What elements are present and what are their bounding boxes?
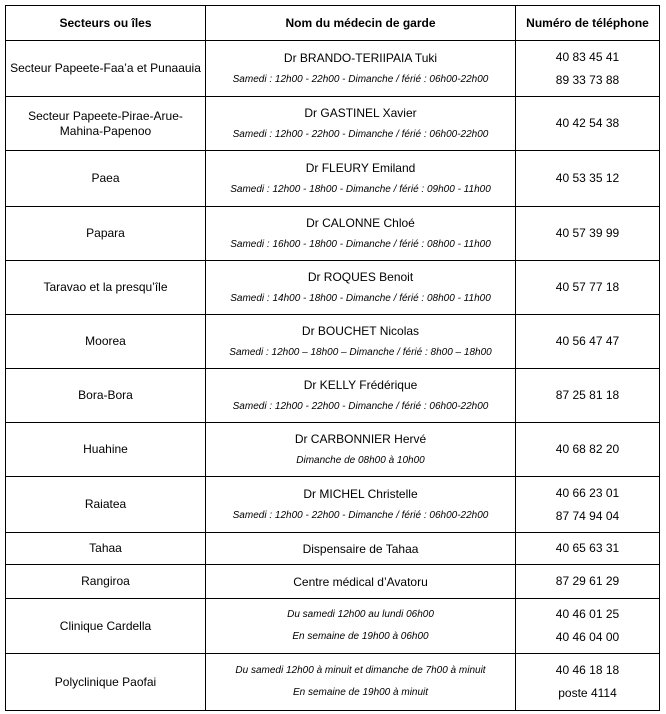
phone-number: 40 57 39 99 xyxy=(555,226,620,240)
table-header-row xyxy=(6,6,660,41)
on-call-hours: Dimanche de 08h00 à 10h00 xyxy=(296,454,425,466)
phone-number: 87 25 81 18 xyxy=(555,388,620,402)
sector-cell: Secteur Papeete-Faa’a et Punaauia xyxy=(6,41,206,97)
doctor-cell xyxy=(206,654,516,711)
doctor-cell xyxy=(206,477,516,533)
doctor-name: Dr ROQUES Benoit xyxy=(307,269,414,284)
doctor-cell xyxy=(206,315,516,369)
on-call-hours: Du samedi 12h00 au lundi 06h00 xyxy=(287,609,434,620)
sector-cell: Secteur Papeete-Pirae-Arue-Mahina-Papenoo xyxy=(6,97,206,151)
table-row xyxy=(6,261,660,315)
doctor-cell xyxy=(206,423,516,477)
on-call-hours: Samedi : 12h00 - 22h00 - Dimanche / férié : 06h00-22h00 xyxy=(232,400,489,412)
phone-number: 40 56 47 47 xyxy=(555,334,620,348)
table-row xyxy=(6,599,660,654)
table-row xyxy=(6,41,660,97)
phone-cell xyxy=(516,654,660,711)
doctor-cell xyxy=(206,599,516,654)
doctor-name: Dispensaire de Tahaa xyxy=(302,541,419,556)
table-row xyxy=(6,207,660,261)
on-call-doctors-table xyxy=(5,5,660,711)
on-call-hours: Samedi : 12h00 - 22h00 - Dimanche / férié : 06h00-22h00 xyxy=(232,128,489,140)
phone-number: 87 74 94 04 xyxy=(555,508,620,523)
doctor-name: Dr CALONNE Chloé xyxy=(306,215,415,230)
sector-cell: Papara xyxy=(6,207,206,261)
sector-cell: Moorea xyxy=(6,315,206,369)
phone-number: poste 4114 xyxy=(558,686,617,700)
table-body xyxy=(6,41,660,711)
doctor-name: Centre médical d’Avatoru xyxy=(293,574,428,589)
header-doctor: Nom du médecin de garde xyxy=(206,6,516,41)
phone-cell xyxy=(516,261,660,315)
phone-cell xyxy=(516,41,660,97)
doctor-name: Dr FLEURY Emiland xyxy=(305,160,416,175)
phone-number: 40 46 18 18 xyxy=(555,663,620,677)
on-call-hours: Samedi : 12h00 - 22h00 - Dimanche / férié : 06h00-22h00 xyxy=(232,73,489,85)
on-call-hours: En semaine de 19h00 à 06h00 xyxy=(292,631,429,642)
phone-cell xyxy=(516,565,660,599)
on-call-hours: Du samedi 12h00 à minuit et dimanche de 7h00 à minuit xyxy=(235,665,486,676)
on-call-hours: Samedi : 12h00 - 22h00 - Dimanche / férié : 06h00-22h00 xyxy=(232,509,489,521)
doctor-cell xyxy=(206,41,516,97)
doctor-name: Dr BRANDO-TERIIPAIA Tuki xyxy=(283,50,438,65)
table-row xyxy=(6,369,660,423)
sector-cell: Huahine xyxy=(6,423,206,477)
doctor-cell xyxy=(206,565,516,599)
phone-number: 40 68 82 20 xyxy=(555,442,620,456)
phone-cell xyxy=(516,369,660,423)
phone-cell xyxy=(516,207,660,261)
phone-cell xyxy=(516,477,660,533)
on-call-hours: Samedi : 16h00 - 18h00 - Dimanche / férié : 08h00 - 11h00 xyxy=(230,238,491,250)
doctor-name: Dr KELLY Frédérique xyxy=(303,377,418,392)
sector-cell: Raiatea xyxy=(6,477,206,533)
phone-number: 40 42 54 38 xyxy=(555,116,620,130)
table-row xyxy=(6,654,660,711)
doctor-name: Dr BOUCHET Nicolas xyxy=(301,323,420,338)
table-row xyxy=(6,477,660,533)
table-row xyxy=(6,423,660,477)
doctor-name: Dr MICHEL Christelle xyxy=(303,486,418,501)
sector-cell: Clinique Cardella xyxy=(6,599,206,654)
table-row xyxy=(6,151,660,207)
table-row xyxy=(6,315,660,369)
phone-number: 40 46 04 00 xyxy=(555,630,620,644)
on-call-hours: Samedi : 12h00 – 18h00 – Dimanche / férié : 8h00 – 18h00 xyxy=(229,346,492,358)
sector-cell: Tahaa xyxy=(6,533,206,565)
sector-cell: Rangiroa xyxy=(6,565,206,599)
table-row xyxy=(6,97,660,151)
sector-cell: Bora-Bora xyxy=(6,369,206,423)
header-phone: Numéro de téléphone xyxy=(516,6,660,41)
doctor-cell xyxy=(206,151,516,207)
phone-number: 40 65 63 31 xyxy=(555,541,620,555)
on-call-hours: Samedi : 14h00 - 18h00 - Dimanche / férié : 08h00 - 11h00 xyxy=(230,292,491,304)
phone-number: 40 83 45 41 xyxy=(555,49,620,64)
doctor-cell xyxy=(206,97,516,151)
doctor-name: Dr GASTINEL Xavier xyxy=(304,105,417,120)
phone-cell xyxy=(516,151,660,207)
phone-number: 89 33 73 88 xyxy=(555,72,620,87)
table-row xyxy=(6,565,660,599)
phone-cell xyxy=(516,423,660,477)
phone-number: 40 53 35 12 xyxy=(555,171,620,185)
on-call-hours: En semaine de 19h00 à minuit xyxy=(292,687,429,698)
page-mark xyxy=(497,705,517,711)
phone-number: 87 29 61 29 xyxy=(555,574,620,588)
sector-cell: Taravao et la presqu’île xyxy=(6,261,206,315)
doctor-name: Dr CARBONNIER Hervé xyxy=(294,431,427,446)
phone-cell xyxy=(516,533,660,565)
phone-cell xyxy=(516,315,660,369)
on-call-hours: Samedi : 12h00 - 18h00 - Dimanche / férié : 09h00 - 11h00 xyxy=(230,183,491,195)
phone-cell xyxy=(516,599,660,654)
phone-number: 40 57 77 18 xyxy=(555,280,620,294)
sector-cell: Polyclinique Paofai xyxy=(6,654,206,711)
table-row xyxy=(6,533,660,565)
phone-number: 40 66 23 01 xyxy=(555,485,620,500)
doctor-cell xyxy=(206,207,516,261)
header-sector: Secteurs ou îles xyxy=(6,6,206,41)
phone-number: 40 46 01 25 xyxy=(555,607,620,621)
doctor-cell xyxy=(206,369,516,423)
sector-cell: Paea xyxy=(6,151,206,207)
doctor-cell xyxy=(206,261,516,315)
phone-cell xyxy=(516,97,660,151)
doctor-cell xyxy=(206,533,516,565)
